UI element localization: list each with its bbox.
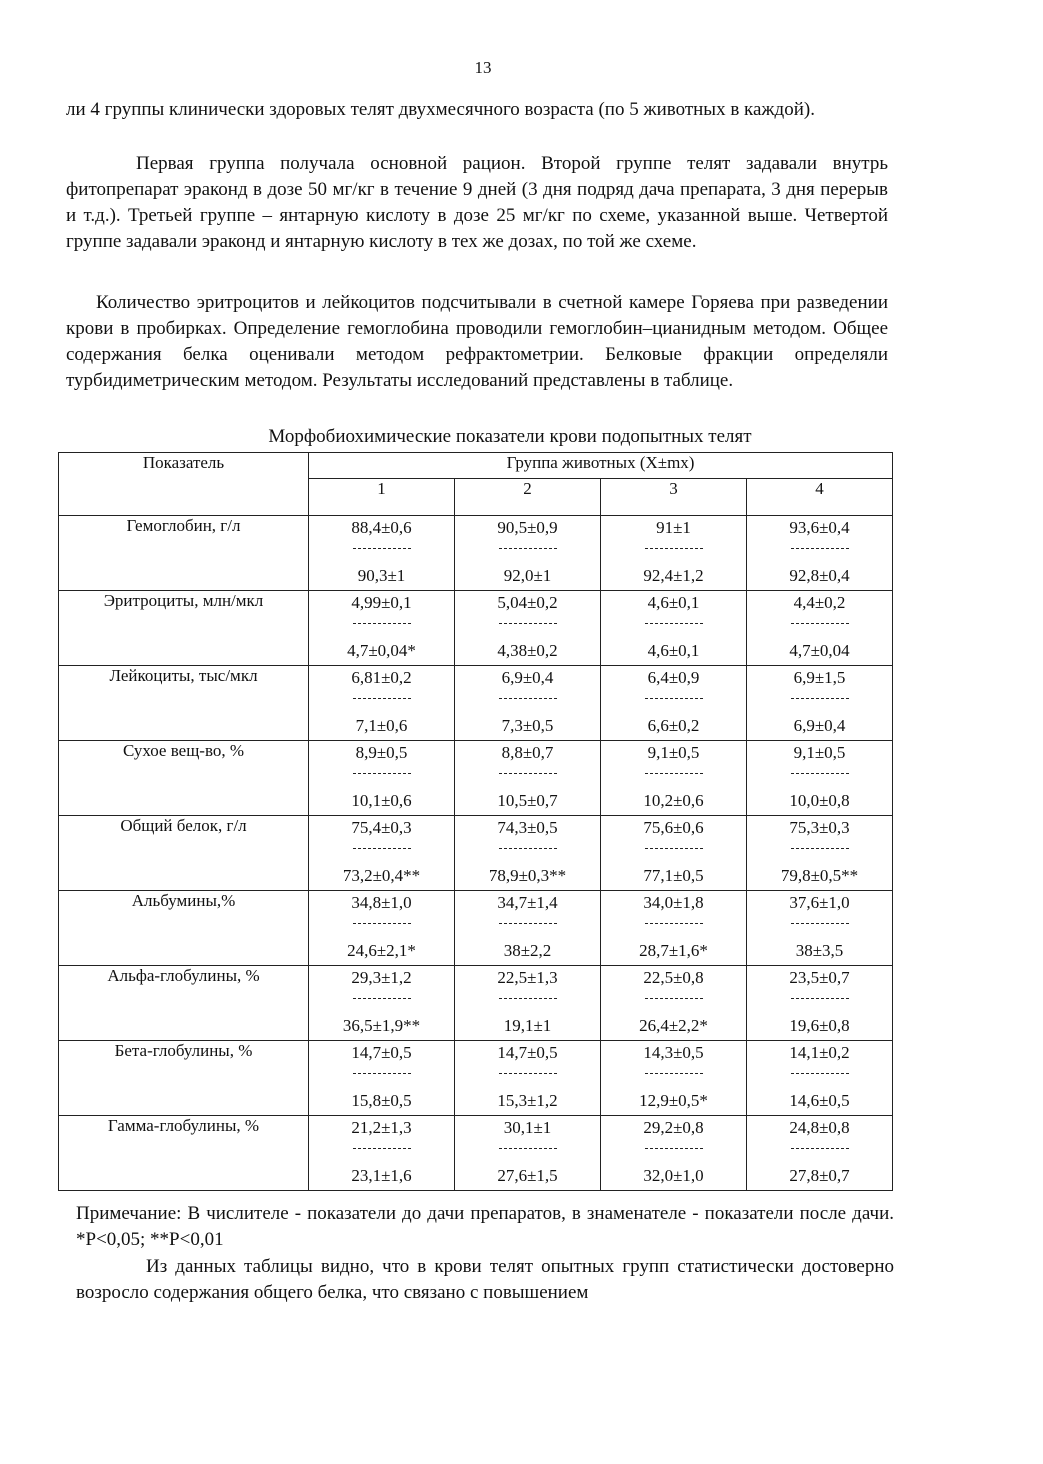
value-cell bbox=[309, 516, 455, 591]
value-before: 34,8±1,0 bbox=[351, 893, 412, 912]
value-cell bbox=[455, 816, 601, 891]
value-after: 4,7±0,04 bbox=[789, 641, 850, 660]
value-after: 10,0±0,8 bbox=[789, 791, 850, 810]
value-after: 15,3±1,2 bbox=[497, 1091, 558, 1110]
value-cell bbox=[601, 966, 747, 1041]
value-after: 27,8±0,7 bbox=[789, 1166, 850, 1185]
fraction-divider bbox=[353, 698, 411, 699]
fraction-divider bbox=[645, 923, 703, 924]
value-before: 21,2±1,3 bbox=[351, 1118, 412, 1137]
value-after: 78,9±0,3** bbox=[488, 866, 567, 885]
fraction-divider bbox=[791, 1148, 849, 1149]
value-after: 7,3±0,5 bbox=[501, 716, 554, 735]
value-before: 34,0±1,8 bbox=[643, 893, 704, 912]
value-before: 14,7±0,5 bbox=[351, 1043, 412, 1062]
value-cell bbox=[309, 741, 455, 816]
value-cell bbox=[455, 1116, 601, 1191]
indicator-name: Лейкоциты, тыс/мкл bbox=[59, 666, 309, 741]
table-note: Примечание: В числителе - показатели до дачи препаратов, в знаменателе - показатели после дачи. *P<0,05; **P<0,01 bbox=[76, 1203, 894, 1250]
value-after: 26,4±2,2* bbox=[639, 1016, 708, 1035]
value-cell bbox=[747, 891, 893, 966]
value-after: 10,1±0,6 bbox=[351, 791, 412, 810]
value-before: 91±1 bbox=[656, 518, 691, 537]
fraction-divider bbox=[353, 998, 411, 999]
value-after: 32,0±1,0 bbox=[643, 1166, 704, 1185]
value-before: 9,1±0,5 bbox=[647, 743, 700, 762]
value-cell bbox=[309, 1041, 455, 1116]
fraction-divider bbox=[499, 998, 557, 999]
value-before: 6,9±0,4 bbox=[501, 668, 554, 687]
value-before: 23,5±0,7 bbox=[789, 968, 850, 987]
value-before: 22,5±0,8 bbox=[643, 968, 704, 987]
value-cell bbox=[747, 666, 893, 741]
value-before: 6,81±0,2 bbox=[351, 668, 412, 687]
value-after: 19,1±1 bbox=[503, 1016, 552, 1035]
value-after: 92,8±0,4 bbox=[789, 566, 850, 585]
value-cell bbox=[455, 891, 601, 966]
value-cell bbox=[747, 1116, 893, 1191]
value-cell bbox=[309, 1116, 455, 1191]
value-before: 5,04±0,2 bbox=[497, 593, 558, 612]
value-after: 38±2,2 bbox=[503, 941, 552, 960]
value-after: 10,5±0,7 bbox=[497, 791, 558, 810]
paragraph-2: Первая группа получала основной рацион. Второй группе телят задавали внутрь фитопрепарат эраконд в дозе 50 мг/кг в течение 9 дней (3 дня подряд дача препарата, 3 дня перерыв и т.д.). Третьей группе – янтарную кислоту в дозе 25 мг/кг по схеме, указанной выше. Четвертой группе задавали эраконд и янтарную кислоту в тех же дозах, по той же схеме. bbox=[66, 153, 888, 252]
value-cell bbox=[455, 966, 601, 1041]
value-before: 74,3±0,5 bbox=[497, 818, 558, 837]
value-after: 77,1±0,5 bbox=[643, 866, 704, 885]
value-before: 75,3±0,3 bbox=[789, 818, 850, 837]
fraction-divider bbox=[353, 1148, 411, 1149]
fraction-divider bbox=[499, 773, 557, 774]
indicator-name: Бета-глобулины, % bbox=[59, 1041, 309, 1116]
fraction-divider bbox=[499, 1073, 557, 1074]
indicator-header: Показатель bbox=[59, 453, 309, 516]
value-after: 73,2±0,4** bbox=[342, 866, 421, 885]
table-row bbox=[59, 741, 893, 816]
fraction-divider bbox=[645, 698, 703, 699]
value-after: 24,6±2,1* bbox=[347, 941, 416, 960]
fraction-divider bbox=[645, 548, 703, 549]
value-after: 27,6±1,5 bbox=[497, 1166, 558, 1185]
value-after: 15,8±0,5 bbox=[351, 1091, 412, 1110]
fraction-divider bbox=[645, 848, 703, 849]
value-before: 8,9±0,5 bbox=[355, 743, 408, 762]
value-after: 36,5±1,9** bbox=[342, 1016, 421, 1035]
fraction-divider bbox=[499, 698, 557, 699]
value-cell bbox=[455, 1041, 601, 1116]
fraction-divider bbox=[353, 773, 411, 774]
fraction-divider bbox=[645, 1148, 703, 1149]
value-before: 4,99±0,1 bbox=[351, 593, 412, 612]
value-after: 38±3,5 bbox=[795, 941, 844, 960]
table-row bbox=[59, 891, 893, 966]
value-cell bbox=[747, 816, 893, 891]
indicator-name: Альбумины,% bbox=[59, 891, 309, 966]
fraction-divider bbox=[645, 998, 703, 999]
table-row bbox=[59, 966, 893, 1041]
table-row bbox=[59, 516, 893, 591]
group-header: Группа животных (X±mx) bbox=[309, 453, 893, 479]
value-after: 10,2±0,6 bbox=[643, 791, 704, 810]
value-cell bbox=[601, 516, 747, 591]
value-cell bbox=[455, 591, 601, 666]
fraction-divider bbox=[791, 698, 849, 699]
value-after: 4,6±0,1 bbox=[647, 641, 700, 660]
value-before: 4,4±0,2 bbox=[793, 593, 846, 612]
fraction-divider bbox=[791, 998, 849, 999]
value-before: 30,1±1 bbox=[503, 1118, 552, 1137]
value-before: 29,3±1,2 bbox=[351, 968, 412, 987]
fraction-divider bbox=[499, 1148, 557, 1149]
value-cell bbox=[455, 666, 601, 741]
fraction-divider bbox=[499, 848, 557, 849]
fraction-divider bbox=[353, 848, 411, 849]
value-before: 93,6±0,4 bbox=[789, 518, 850, 537]
group-number-4: 4 bbox=[747, 479, 893, 516]
value-after: 92,0±1 bbox=[503, 566, 552, 585]
paragraph-4: Из данных таблицы видно, что в крови телят опытных групп статистически достоверно возросло содержания общего белка, что связано с повышением bbox=[76, 1256, 894, 1303]
value-after: 12,9±0,5* bbox=[639, 1091, 708, 1110]
value-after: 19,6±0,8 bbox=[789, 1016, 850, 1035]
table-row bbox=[59, 666, 893, 741]
fraction-divider bbox=[645, 1073, 703, 1074]
value-cell bbox=[309, 816, 455, 891]
value-after: 4,38±0,2 bbox=[497, 641, 558, 660]
paragraph-3: Количество эритроцитов и лейкоцитов подсчитывали в счетной камере Горяева при разведении крови в пробирках. Определение гемоглобина проводили гемоглобин–цианидным методом. Общее содержания белка оценивали методом рефрактометрии. Белковые фракции определяли турбидиметрическим методом. Результаты исследований представлены в таблице. bbox=[66, 292, 888, 391]
value-before: 6,4±0,9 bbox=[647, 668, 700, 687]
value-before: 14,1±0,2 bbox=[789, 1043, 850, 1062]
value-after: 90,3±1 bbox=[357, 566, 406, 585]
value-before: 75,6±0,6 bbox=[643, 818, 704, 837]
indicator-name: Сухое вещ-во, % bbox=[59, 741, 309, 816]
group-number-2: 2 bbox=[455, 479, 601, 516]
value-cell bbox=[455, 516, 601, 591]
fraction-divider bbox=[353, 623, 411, 624]
value-cell bbox=[747, 741, 893, 816]
value-before: 6,9±1,5 bbox=[793, 668, 846, 687]
indicator-name: Общий белок, г/л bbox=[59, 816, 309, 891]
value-after: 7,1±0,6 bbox=[355, 716, 408, 735]
value-cell bbox=[747, 516, 893, 591]
table-row bbox=[59, 816, 893, 891]
value-before: 37,6±1,0 bbox=[789, 893, 850, 912]
value-cell bbox=[601, 741, 747, 816]
value-after: 14,6±0,5 bbox=[789, 1091, 850, 1110]
value-cell bbox=[601, 1116, 747, 1191]
value-cell bbox=[601, 666, 747, 741]
fraction-divider bbox=[499, 623, 557, 624]
fraction-divider bbox=[791, 623, 849, 624]
value-before: 14,7±0,5 bbox=[497, 1043, 558, 1062]
indicator-name: Эритроциты, млн/мкл bbox=[59, 591, 309, 666]
value-before: 24,8±0,8 bbox=[789, 1118, 850, 1137]
fraction-divider bbox=[791, 848, 849, 849]
value-cell bbox=[309, 591, 455, 666]
page-number: 13 bbox=[474, 58, 492, 77]
value-cell bbox=[309, 891, 455, 966]
table-body bbox=[59, 516, 893, 1191]
value-after: 6,9±0,4 bbox=[793, 716, 846, 735]
results-table bbox=[58, 452, 893, 1191]
value-cell bbox=[747, 1041, 893, 1116]
value-cell bbox=[309, 666, 455, 741]
fraction-divider bbox=[791, 773, 849, 774]
value-cell bbox=[747, 966, 893, 1041]
value-before: 88,4±0,6 bbox=[351, 518, 412, 537]
value-cell bbox=[601, 1041, 747, 1116]
value-before: 22,5±1,3 bbox=[497, 968, 558, 987]
value-cell bbox=[747, 591, 893, 666]
value-after: 23,1±1,6 bbox=[351, 1166, 412, 1185]
group-number-3: 3 bbox=[601, 479, 747, 516]
value-before: 90,5±0,9 bbox=[497, 518, 558, 537]
fraction-divider bbox=[499, 548, 557, 549]
value-cell bbox=[309, 966, 455, 1041]
indicator-name: Гамма-глобулины, % bbox=[59, 1116, 309, 1191]
fraction-divider bbox=[791, 548, 849, 549]
fraction-divider bbox=[499, 923, 557, 924]
fraction-divider bbox=[645, 623, 703, 624]
value-before: 4,6±0,1 bbox=[647, 593, 700, 612]
table-row bbox=[59, 1116, 893, 1191]
value-after: 4,7±0,04* bbox=[347, 641, 416, 660]
value-after: 28,7±1,6* bbox=[639, 941, 708, 960]
value-before: 29,2±0,8 bbox=[643, 1118, 704, 1137]
indicator-name: Гемоглобин, г/л bbox=[59, 516, 309, 591]
fraction-divider bbox=[353, 548, 411, 549]
group-number-1: 1 bbox=[309, 479, 455, 516]
paragraph-1: ли 4 группы клинически здоровых телят двухмесячного возраста (по 5 животных в каждой). bbox=[66, 99, 815, 120]
fraction-divider bbox=[353, 1073, 411, 1074]
value-cell bbox=[601, 891, 747, 966]
fraction-divider bbox=[645, 773, 703, 774]
fraction-divider bbox=[353, 923, 411, 924]
value-after: 79,8±0,5** bbox=[780, 866, 859, 885]
value-after: 92,4±1,2 bbox=[643, 566, 704, 585]
indicator-name: Альфа-глобулины, % bbox=[59, 966, 309, 1041]
fraction-divider bbox=[791, 1073, 849, 1074]
value-before: 9,1±0,5 bbox=[793, 743, 846, 762]
value-cell bbox=[455, 741, 601, 816]
value-cell bbox=[601, 816, 747, 891]
table-title: Морфобиохимические показатели крови подопытных телят bbox=[268, 426, 752, 447]
value-cell bbox=[601, 591, 747, 666]
value-before: 75,4±0,3 bbox=[351, 818, 412, 837]
fraction-divider bbox=[791, 923, 849, 924]
table-row bbox=[59, 1041, 893, 1116]
value-before: 14,3±0,5 bbox=[643, 1043, 704, 1062]
value-before: 34,7±1,4 bbox=[497, 893, 558, 912]
value-before: 8,8±0,7 bbox=[501, 743, 554, 762]
value-after: 6,6±0,2 bbox=[647, 716, 700, 735]
table-row bbox=[59, 591, 893, 666]
